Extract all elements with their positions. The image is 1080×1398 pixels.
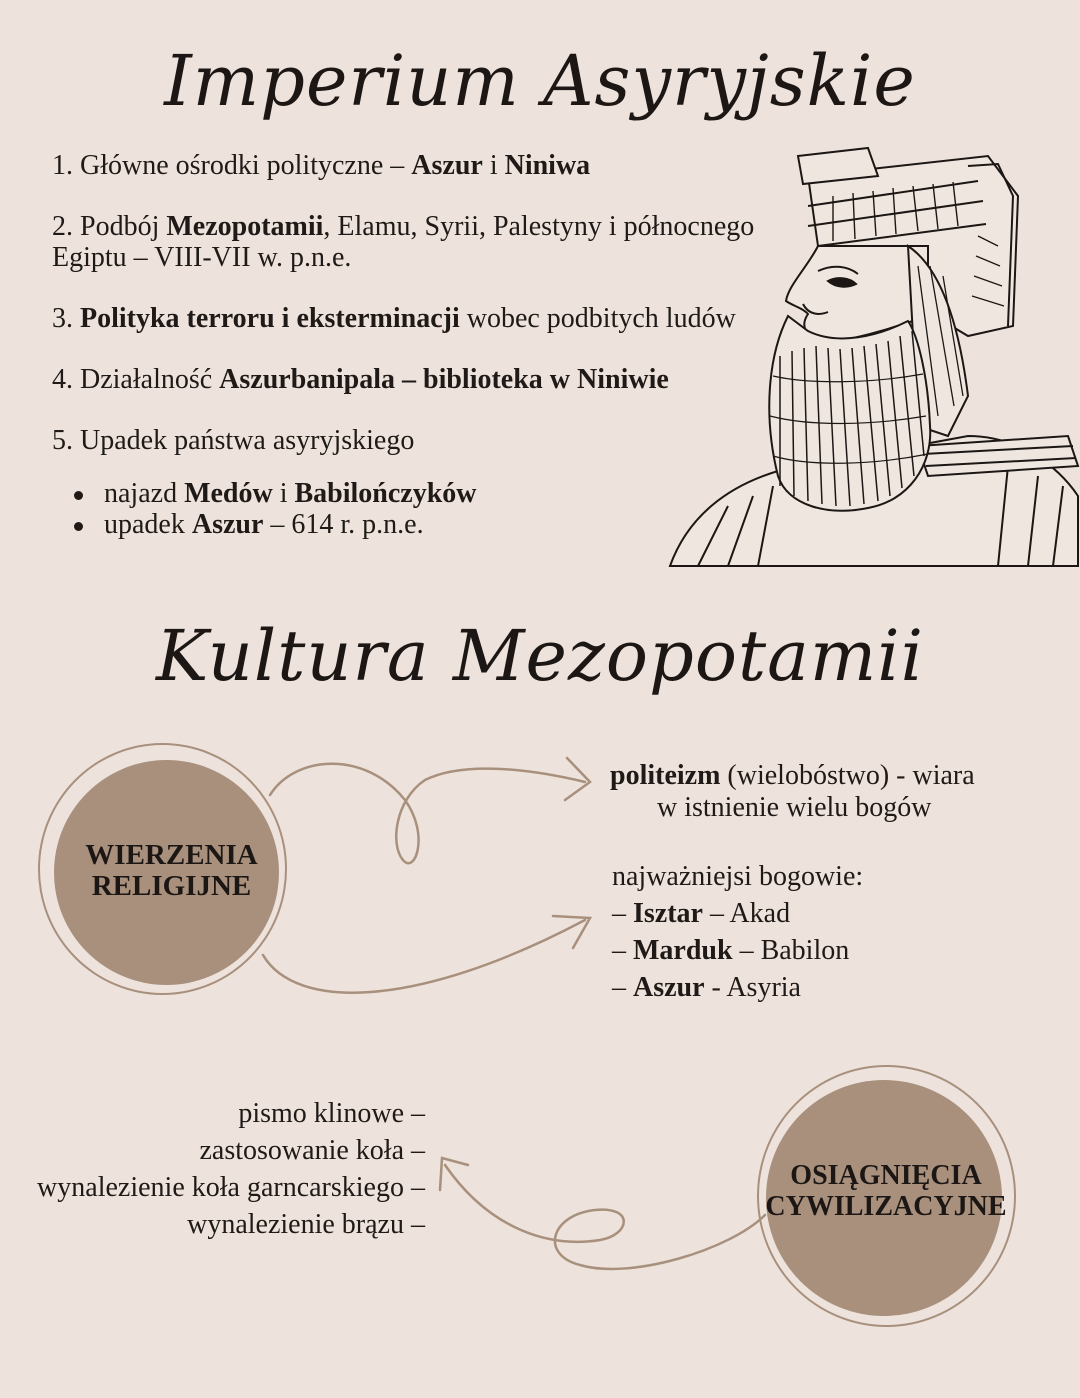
list-item-2: 2. Podbój Mezopotamii, Elamu, Syrii, Palestyny i północnego Egiptu – VIII-VII w. p.n.e. [52, 211, 755, 273]
gods-list: najważniejsi bogowie: – Isztar – Akad – Marduk – Babilon – Aszur - Asyria [612, 858, 863, 1006]
achievements-arrow [430, 1140, 780, 1280]
beliefs-circle-label: WIERZENIA RELIGIJNE [85, 839, 258, 902]
title-kultura: Kultura Mezopotamii [156, 615, 924, 697]
list-item-1: 1. Główne ośrodki polityczne – Aszur i Niniwa [52, 150, 591, 181]
bullet-item: upadek Aszur – 614 r. p.n.e. [52, 509, 792, 540]
beliefs-arrows [255, 740, 615, 1020]
achievements-circle-label: OSIĄGNIĘCIA CYWILIZACYJNE [765, 1160, 1007, 1222]
list-item-5: 5. Upadek państwa asyryjskiego [52, 425, 415, 456]
polytheism-text: politeizm (wielobóstwo) - wiara w istnienie wielu bogów [610, 760, 975, 823]
achievements-list: pismo klinowe – zastosowanie koła – wynalezienie koła garncarskiego – wynalezienie brązu – [37, 1098, 425, 1240]
god-item: – Marduk – Babilon [612, 935, 850, 966]
title-imperium: Imperium Asyryjskie [164, 40, 916, 122]
list-item-3: 3. Polityka terroru i eksterminacji wobec podbitych ludów [52, 303, 736, 334]
list-item-4: 4. Działalność Aszurbanipala – biblioteka w Niniwie [52, 364, 669, 395]
god-item: – Aszur - Asyria [612, 972, 801, 1003]
assyrian-king-illustration [668, 136, 1080, 570]
bullet-item: najazd Medów i Babilończyków [52, 478, 792, 509]
god-item: – Isztar – Akad [612, 898, 791, 929]
